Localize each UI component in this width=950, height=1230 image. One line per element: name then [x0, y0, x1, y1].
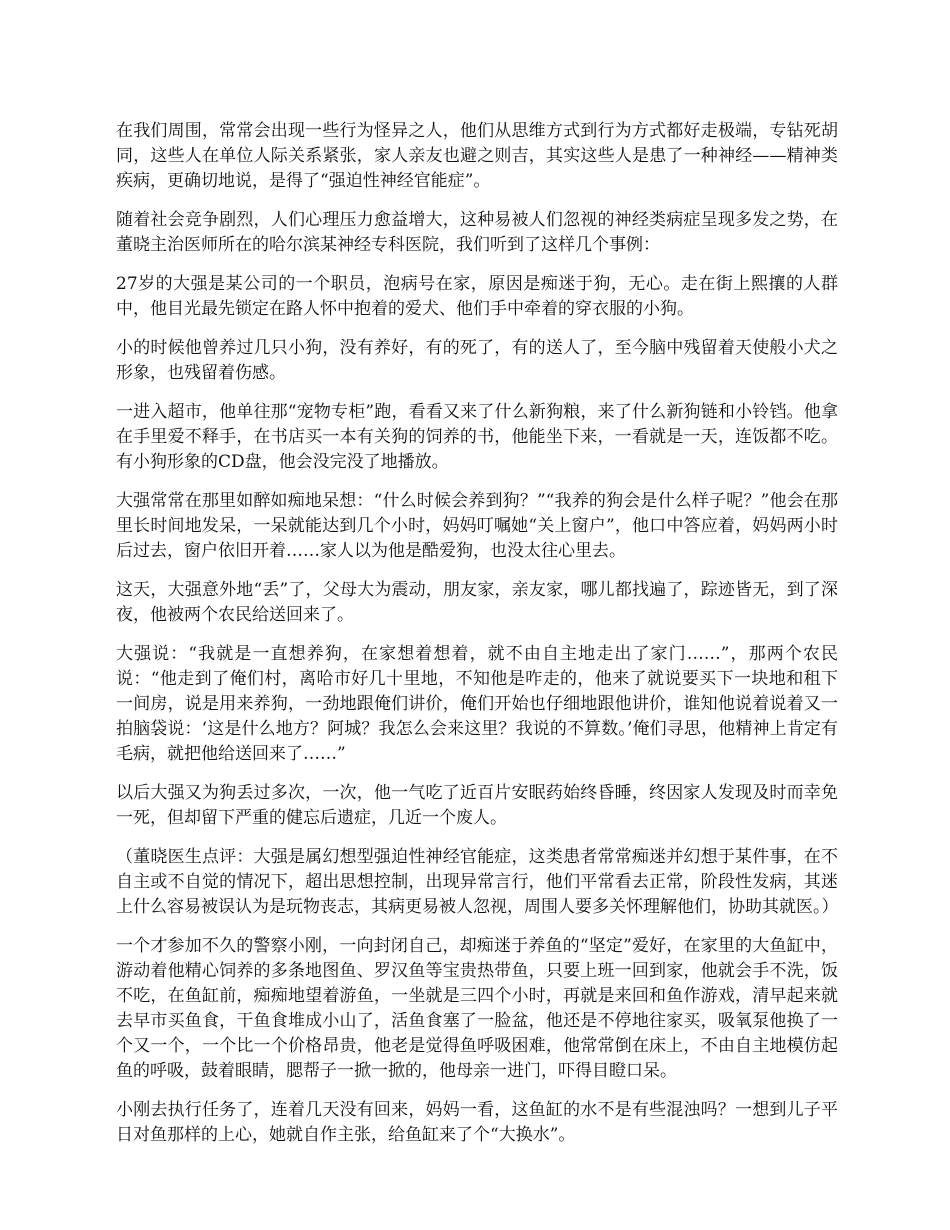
paragraph-2: 随着社会竞争剧烈，人们心理压力愈益增大，这种易被人们忽视的神经类病症呈现多发之势，在董晓主治医师所在的哈尔滨某神经专科医院，我们听到了这样几个事例：: [116, 210, 838, 255]
paragraph-10: （董晓医生点评：大强是属幻想型强迫性神经官能症，这类患者常常痴迷并幻想于某件事，在不自主或不自觉的情况下，超出思想控制，出现异常言行，他们平常看去正常，阶段性发病，其迷上什么容易被误认为是玩物丧志，其病更易被人忽视，周围人要多关怀理解他们，协助其就医。）: [116, 847, 839, 917]
paragraph-6: 大强常常在那里如醉如痴地呆想：“什么时候会养到狗？”“我养的狗会是什么样子呢？”他会在那里长时间地发呆，一呆就能达到几个小时，妈妈叮嘱她“关上窗户”，他口中答应着，妈妈两小时后过去，窗户依旧开着……家人以为他是酷爱狗，也没太往心里去。: [116, 491, 838, 561]
document-page: [116, 119, 838, 1162]
paragraph-12: 小刚去执行任务了，连着几天没有回来，妈妈一看，这鱼缸的水不是有些混浊吗？一想到儿子平日对鱼那样的上心，她就自作主张，给鱼缸来了个“大换水”。: [116, 1100, 838, 1145]
paragraph-3: 27岁的大强是某公司的一个职员，泡病号在家，原因是痴迷于狗，无心。走在街上熙攘的人群中，他目光最先锁定在路人怀中抱着的爱犬、他们手中牵着的穿衣服的小狗。: [116, 274, 838, 319]
paragraph-11: 一个才参加不久的警察小刚，一向封闭自己，却痴迷于养鱼的“坚定”爱好，在家里的大鱼缸中，游动着他精心饲养的多条地图鱼、罗汉鱼等宝贵热带鱼，只要上班一回到家，他就会手不洗，饭不吃，在鱼缸前，痴痴地望着游鱼，一坐就是三四个小时，再就是来回和鱼作游戏，清早起来就去早市买鱼食，干鱼食堆成小山了，活鱼食塞了一脸盆，他还是不停地往家买，吸氧泵他换了一个又一个，一个比一个价格昂贵，他老是觉得鱼呼吸困难，他常常倒在床上，不由自主地模仿起鱼的呼吸，鼓着眼睛，腮帮子一掀一掀的，他母亲一进门，吓得目瞪口呆。: [116, 936, 838, 1081]
paragraph-5: 一进入超市，他单往那“宠物专柜”跑，看看又来了什么新狗粮，来了什么新狗链和小铃铛。他拿在手里爱不释手，在书店买一本有关狗的饲养的书，他能坐下来，一看就是一天，连饭都不吃。有小狗形象的CD盘，他会没完没了地播放。: [116, 402, 838, 472]
paragraph-4: 小的时候他曾养过几只小狗，没有养好，有的死了，有的送人了，至今脑中残留着天使般小犬之形象，也残留着伤感。: [116, 338, 838, 383]
paragraph-9: 以后大强又为狗丢过多次，一次，他一气吃了近百片安眠药始终昏睡，终因家人发现及时而幸免一死，但却留下严重的健忘后遗症，几近一个废人。: [116, 783, 838, 828]
paragraph-7: 这天，大强意外地“丢”了，父母大为震动，朋友家，亲友家，哪儿都找遍了，踪迹皆无，到了深夜，他被两个农民给送回来了。: [116, 580, 838, 625]
paragraph-1: 在我们周围，常常会出现一些行为怪异之人，他们从思维方式到行为方式都好走极端，专钻死胡同，这些人在单位人际关系紧张，家人亲友也避之则吉，其实这些人是患了一种神经——精神类疾病，更确切地说，是得了“强迫性神经官能症”。: [116, 121, 838, 191]
paragraph-8: 大强说：“我就是一直想养狗，在家想着想着，就不由自主地走出了家门……”，那两个农民说：“他走到了俺们村，离哈市好几十里地，不知他是咋走的，他来了就说要买下一块地和租下一间房，说是用来养狗，一劲地跟俺们讲价，俺们开始也仔细地跟他讲价，谁知他说着说着又一拍脑袋说：‘这是什么地方？阿城？我怎么会来这里？我说的不算数。’俺们寻思，他精神上肯定有毛病，就把他给送回来了……”: [116, 644, 838, 764]
